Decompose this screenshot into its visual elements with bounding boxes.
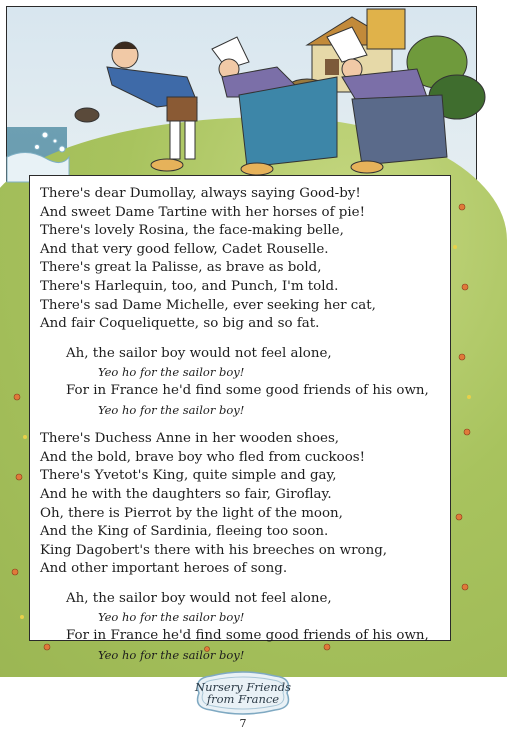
- verse-line: There's great la Palisse, as brave as bold,: [40, 260, 322, 276]
- chorus-line: For in France he'd find some good friends of his own,: [66, 382, 429, 398]
- verse-line: And he with the daughters so fair, Giroflay.: [40, 486, 332, 502]
- chorus-line: Ah, the sailor boy would not feel alone,: [66, 590, 332, 606]
- chorus-1: [40, 345, 450, 419]
- chorus-line: For in France he'd find some good friends of his own,: [66, 628, 429, 644]
- refrain-line: Yeo ho for the sailor boy!: [98, 402, 245, 417]
- boy-figure: [75, 42, 197, 171]
- stanza-1: [40, 185, 450, 334]
- page-number: 7: [239, 717, 247, 730]
- verse-panel: [29, 175, 451, 662]
- chorus-line: Ah, the sailor boy would not feel alone,: [66, 345, 332, 361]
- verse-line: And the bold, brave boy who fled from cuckoos!: [40, 449, 366, 465]
- book-title-badge: [189, 670, 297, 728]
- children-illustration: [7, 7, 476, 187]
- chorus-2: [40, 590, 450, 664]
- verse-line: There's Yvetot's King, quite simple and gay,: [40, 468, 337, 484]
- verse-line: And other important heroes of song.: [40, 561, 288, 577]
- refrain-line: Yeo ho for the sailor boy!: [98, 610, 245, 625]
- badge-line-2: from France: [206, 692, 280, 706]
- badge-title: [189, 681, 297, 705]
- stanza-2: [40, 430, 450, 579]
- verse-line: And sweet Dame Tartine with her horses of pie!: [40, 204, 365, 220]
- badge-line-1: Nursery Friends: [195, 680, 291, 694]
- verse-line: And fair Coqueliquette, so big and so fat.: [40, 316, 320, 332]
- verse-line: There's lovely Rosina, the face-making belle,: [40, 223, 344, 239]
- refrain-line: Yeo ho for the sailor boy!: [98, 365, 245, 380]
- verse-line: King Dagobert's there with his breeches on wrong,: [40, 542, 388, 558]
- illustration-frame: [6, 6, 477, 662]
- verse-line: And that very good fellow, Cadet Rouselle.: [40, 241, 329, 257]
- refrain-line: Yeo ho for the sailor boy!: [98, 647, 245, 662]
- verse-line: Oh, there is Pierrot by the light of the moon,: [40, 505, 343, 521]
- verse-line: There's sad Dame Michelle, ever seeking her cat,: [40, 297, 376, 313]
- verse-line: There's Duchess Anne in her wooden shoes,: [40, 431, 340, 447]
- verse-line: There's Harlequin, too, and Punch, I'm told.: [40, 278, 339, 294]
- verse-line: There's dear Dumollay, always saying Good-by!: [40, 186, 361, 201]
- verse-line: And the King of Sardinia, fleeing too soon.: [40, 524, 329, 540]
